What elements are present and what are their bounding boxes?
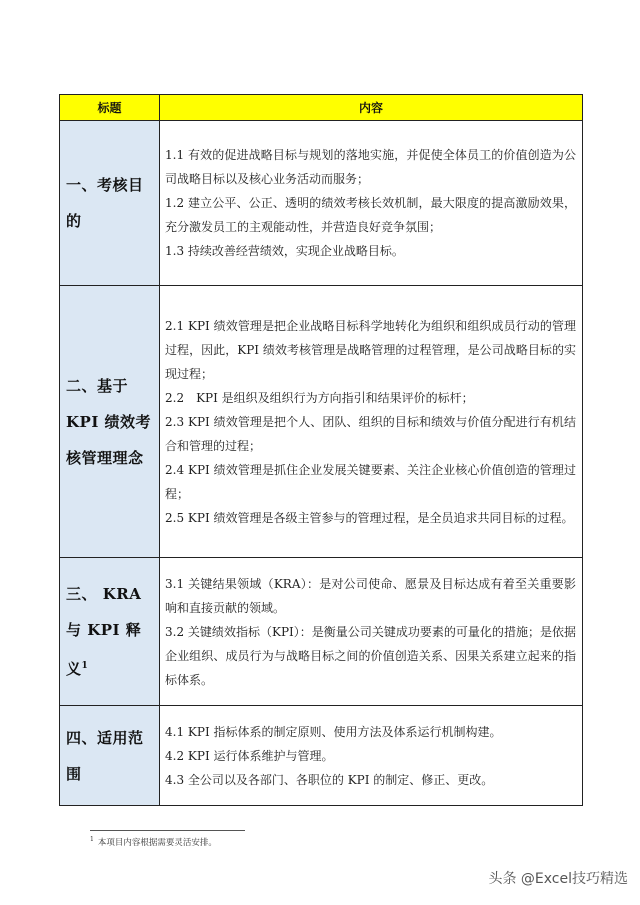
list-item: 2.5 KPI 绩效管理是各级主管参与的管理过程，是全员追求共同目标的过程。 [165,510,574,525]
header-title: 标题 [60,95,160,121]
header-content: 内容 [160,95,583,121]
list-item: 4.2 KPI 运行体系维护与管理。 [165,748,334,763]
watermark: 头条 @Excel技巧精选 [488,871,628,887]
list-item: 1.3 持续改善经营绩效，实现企业战略目标。 [165,244,404,258]
list-item: 2.1 KPI 绩效管理是把企业战略目标科学地转化为组织和组织成员行动的管理过程，因此，KPI 绩效考核管理是战略管理的过程管理，是公司战略目标的实现过程； [165,318,576,381]
list-item: 4.3 全公司以及各部门、各职位的 KPI 的制定、修正、更改。 [165,772,494,787]
footnote [90,836,217,848]
row-title: 一、考核目的 [60,121,160,286]
row-title [60,558,160,706]
list-item: 4.1 KPI 指标体系的制定原则、使用方法及体系运行机制构建。 [165,724,502,739]
list-item: 2.3 KPI 绩效管理是把个人、团队、组织的目标和绩效与价值分配进行有机结合和管理的过程； [165,414,576,453]
list-item: 2.2 KPI 是组织及组织行为方向指引和结果评价的标杆； [165,390,474,405]
row-content [160,558,583,706]
list-item: 2.4 KPI 绩效管理是抓住企业发展关键要素、关注企业核心价值创造的管理过程； [165,462,576,501]
list-item: 1.2 建立公平、公正、透明的绩效考核长效机制，最大限度的提高激励效果，充分激发员工的主观能动性，并营造良好竞争氛围； [165,196,576,234]
list-item: 3.2 关键绩效指标（KPI）：是衡量公司关键成功要素的可量化的措施；是依据企业组织、成员行为与战略目标之间的价值创造关系、因果关系建立起来的指标体系。 [165,624,576,687]
table-header-row [60,95,583,121]
table-row [60,706,583,806]
table-row [60,558,583,706]
row-content [160,121,583,286]
list-item: 1.1 有效的促进战略目标与规划的落地实施，并促使全体员工的价值创造为公司战略目标以及核心业务活动而服务； [165,148,576,186]
row-title-text: 三、 KRA 与 KPI 释义 [66,585,142,678]
table-row [60,121,583,286]
footnote-mark: 1 [90,836,94,844]
list-item: 3.1 关键结果领域（KRA）：是对公司使命、愿景及目标达成有着至关重要影响和直接贡献的领域。 [165,576,576,615]
table-row [60,286,583,558]
row-content [160,706,583,806]
kpi-table [59,94,583,806]
row-content [160,286,583,558]
footnote-ref: 1 [81,661,89,671]
row-title: 四、适用范围 [60,706,160,806]
footnote-divider [90,830,245,831]
footnote-text: 本项目内容根据需要灵活安排。 [97,838,217,848]
row-title: 二、基于 KPI 绩效考核管理理念 [60,286,160,558]
